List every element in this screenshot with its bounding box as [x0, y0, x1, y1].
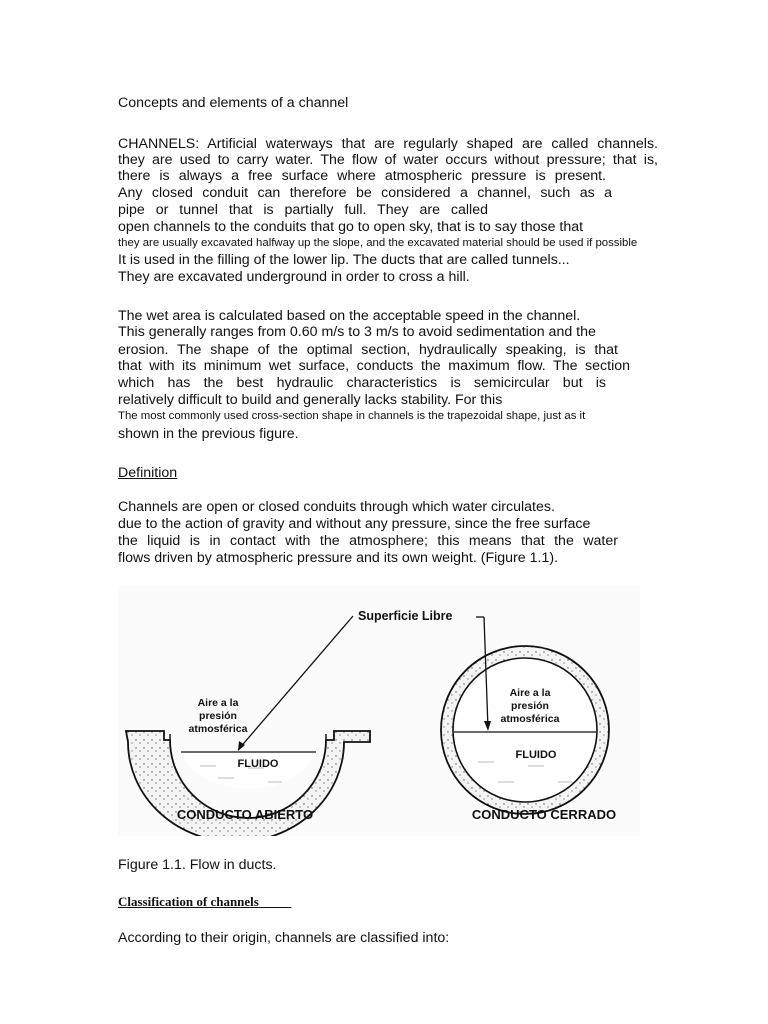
paragraph-3-line: due to the action of gravity and without any pressure, since the free surface: [118, 516, 591, 532]
paragraph-2-line: relatively difficult to build and generally lacks stability. For this: [118, 392, 503, 408]
paragraph-1-line: It is used in the filling of the lower lip. The ducts that are called tunnels...: [118, 252, 570, 268]
open-conduit-label: CONDUCTO ABIERTO: [176, 807, 314, 822]
paragraph-2-line: which has the best hydraulic characteristics is semicircular but is: [118, 375, 606, 391]
paragraph-2-line: that with its minimum wet surface, conducts the maximum flow. The section: [118, 358, 630, 374]
figure-caption: Figure 1.1. Flow in ducts.: [118, 857, 277, 873]
paragraph-3-line: Channels are open or closed conduits through which water circulates.: [118, 499, 555, 515]
conduit-figure: [118, 586, 640, 836]
air-label-line: presión: [199, 710, 237, 722]
fluid-label: FLUIDO: [515, 749, 557, 761]
air-label-line: atmosférica: [188, 723, 248, 735]
paragraph-1-line: there is always a free surface where atmospheric pressure is present.: [118, 168, 606, 184]
paragraph-2-line: The most commonly used cross-section shape in channels is the trapezoidal shape, just as it: [118, 410, 586, 422]
air-label-line: presión: [511, 700, 549, 712]
fluid-label: FLUIDO: [237, 758, 279, 770]
closed-conduit-drawing: [441, 646, 609, 814]
paragraph-1-line: Any closed conduit can therefore be considered a channel, such as a: [118, 185, 612, 201]
free-surface-label: Superficie Libre: [358, 609, 453, 623]
paragraph-1-line: CHANNELS: Artificial waterways that are regularly shaped are called channels.: [118, 136, 658, 152]
definition-heading: Definition: [118, 465, 178, 481]
paragraph-3-line: flows driven by atmospheric pressure and its own weight. (Figure 1.1).: [118, 550, 559, 566]
paragraph-1-line: They are excavated underground in order to cross a hill.: [118, 269, 470, 285]
classification-heading: Classification of channels: [118, 894, 259, 909]
paragraph-2-line: This generally ranges from 0.60 m/s to 3 m/s to avoid sedimentation and the: [118, 324, 596, 340]
paragraph-1-line: they are used to carry water. The flow of water occurs without pressure; that is,: [118, 152, 658, 168]
air-label-line: Aire a la: [509, 687, 551, 699]
paragraph-1-line: open channels to the conduits that go to open sky, that is to say those that: [118, 219, 584, 235]
document-title: Concepts and elements of a channel: [118, 95, 349, 111]
paragraph-1-line: they are usually excavated halfway up the slope, and the excavated material should be used if possible: [118, 237, 638, 249]
paragraph-2-line: erosion. The shape of the optimal section, hydraulically speaking, is that: [118, 342, 618, 358]
air-label-line: Aire a la: [197, 697, 239, 709]
paragraph-3-line: the liquid is in contact with the atmosphere; this means that the water: [118, 533, 618, 549]
paragraph-1-line: pipe or tunnel that is partially full. They are called: [118, 202, 488, 218]
paragraph-2-line: The wet area is calculated based on the acceptable speed in the channel.: [118, 308, 581, 324]
air-label-line: atmosférica: [500, 713, 560, 725]
classification-intro: According to their origin, channels are classified into:: [118, 930, 450, 946]
paragraph-2-line: shown in the previous figure.: [118, 426, 299, 442]
closed-conduit-label: CONDUCTO CERRADO: [471, 807, 617, 822]
